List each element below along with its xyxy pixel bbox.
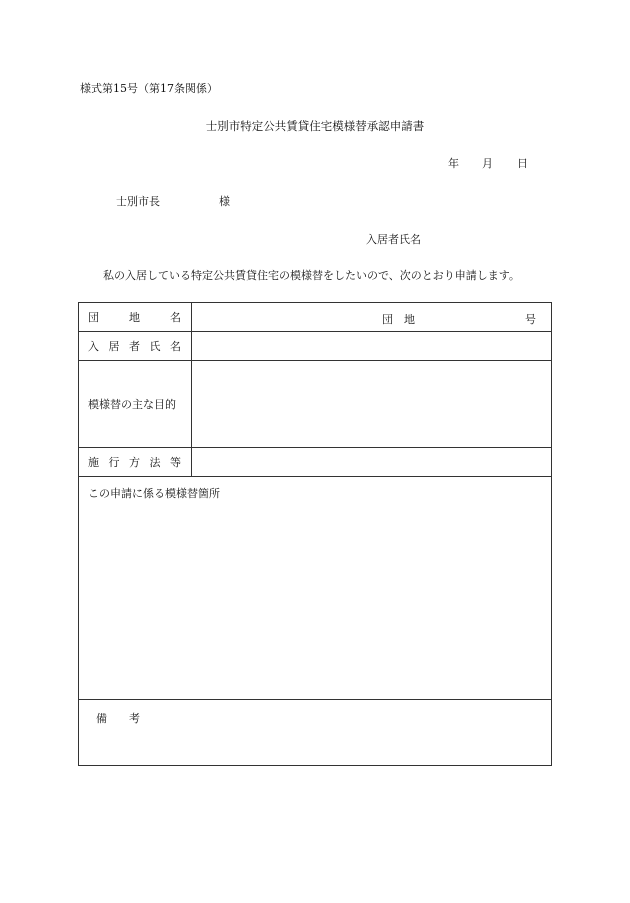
housing-complex-label: 団 地: [382, 313, 415, 326]
label-method: [79, 448, 192, 476]
form-number: 様式第15号（第17条関係）: [80, 82, 218, 95]
applicant-name-label: 入居者氏名: [366, 233, 421, 246]
label-char: 等: [170, 456, 181, 469]
row-resident-name: [79, 332, 551, 361]
date-month-label: 月: [482, 157, 493, 170]
label-char: 施: [88, 456, 99, 469]
date-year-label: 年: [448, 157, 459, 170]
date-day-label: 日: [517, 157, 528, 170]
label-char: 者: [129, 340, 140, 353]
label-purpose: [79, 361, 192, 447]
label-char: 名: [170, 311, 181, 324]
addressee-honorific: 様: [219, 195, 230, 208]
label-char: 居: [108, 340, 120, 353]
label-char: 団: [88, 311, 99, 324]
row-method: [79, 448, 551, 477]
label-purpose-text: 模様替の主な目的: [88, 398, 176, 411]
label-housing-name: [79, 303, 192, 331]
label-char: 行: [108, 456, 120, 469]
row-housing-name: [79, 303, 551, 332]
label-locations: この申請に係る模様替箇所: [88, 487, 220, 500]
label-char: 入: [88, 340, 99, 353]
label-resident-name: [79, 332, 192, 360]
unit-number-label: 号: [525, 313, 536, 326]
label-remarks: 備 考: [96, 712, 140, 725]
application-form-table: [78, 302, 552, 766]
application-statement: 私の入居している特定公共賃貸住宅の模様替をしたいので、次のとおり申請します。: [103, 269, 520, 282]
label-char: 氏: [149, 340, 161, 353]
resident-name-field[interactable]: [192, 332, 551, 360]
label-char: 法: [149, 456, 161, 469]
label-char: 方: [129, 456, 140, 469]
addressee-name: 士別市長: [116, 195, 160, 208]
row-locations[interactable]: [79, 477, 551, 700]
purpose-field[interactable]: [192, 361, 551, 447]
document-title: 士別市特定公共賃貸住宅模様替承認申請書: [205, 119, 425, 133]
label-char: 地: [129, 311, 140, 324]
method-field[interactable]: [192, 448, 551, 476]
row-purpose: [79, 361, 551, 448]
housing-name-field[interactable]: [192, 303, 551, 331]
label-char: 名: [170, 340, 181, 353]
row-remarks[interactable]: [79, 700, 551, 765]
